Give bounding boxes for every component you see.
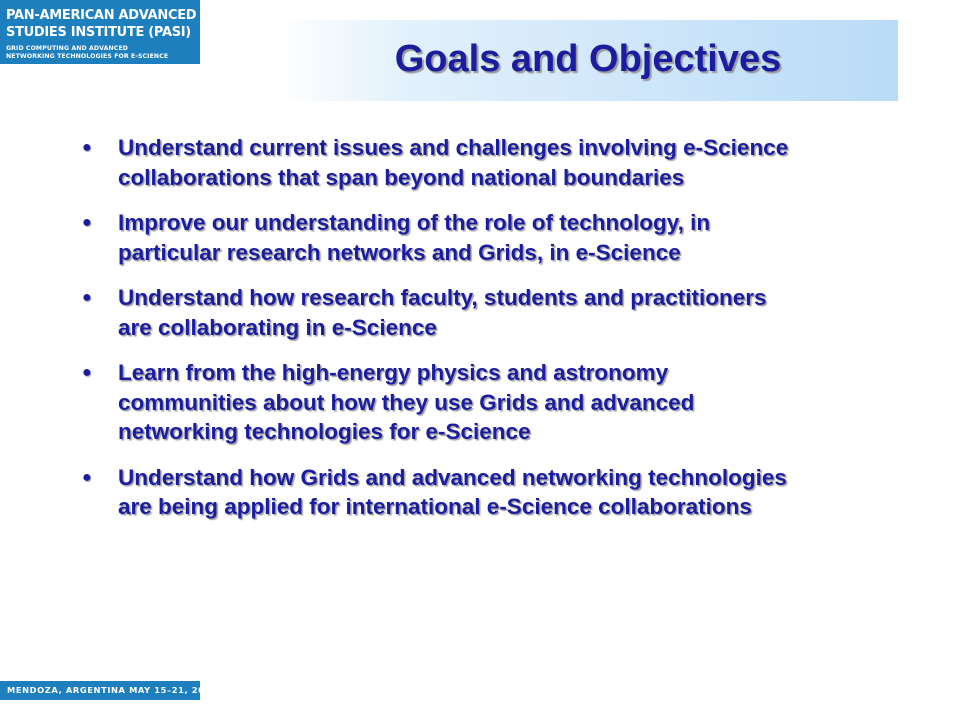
pasi-logo (0, 0, 200, 64)
bullet-text: Improve our understanding of the role of technology, in particular research networks and Grids, in e-Science (118, 210, 711, 265)
logo-line-2: STUDIES INSTITUTE (PASI) (6, 25, 191, 40)
bullet-item (80, 133, 800, 192)
bullet-text: Understand how research faculty, students and practitioners are collaborating in e-Science (118, 285, 767, 340)
bullet-dot-icon: ● (82, 139, 92, 156)
bullet-dot-icon: ● (82, 214, 92, 231)
bullet-dot-icon: ● (82, 468, 92, 486)
objectives-list (80, 133, 800, 538)
bullet-text: Learn from the high-energy physics and astronomy communities about how they use Grids and advanced networking technologies for e-Science (118, 360, 695, 444)
bullet-text: Understand how Grids and advanced networking technologies are being applied for international e-Science collaborations (118, 464, 787, 519)
bullet-item (80, 463, 800, 522)
logo-subtitle-line-2: NETWORKING TECHNOLOGIES FOR E-SCIENCE (6, 53, 169, 60)
bullet-dot-icon: ● (82, 289, 92, 306)
logo-line-1: PAN-AMERICAN ADVANCED (6, 8, 197, 23)
bullet-item (80, 283, 800, 342)
event-footer: MENDOZA, ARGENTINA MAY 15–21, 2005 (0, 681, 200, 700)
slide-title: Goals and Objectives (394, 38, 782, 80)
bullet-item (80, 358, 800, 447)
bullet-text: Understand current issues and challenges involving e-Science collaborations that span beyond national boundaries (118, 135, 789, 190)
logo-subtitle-line-1: GRID COMPUTING AND ADVANCED (6, 45, 129, 52)
bullet-dot-icon: ● (82, 364, 92, 381)
title-banner (278, 20, 898, 101)
bullet-item (80, 208, 800, 267)
logo-subtitle (6, 45, 200, 61)
